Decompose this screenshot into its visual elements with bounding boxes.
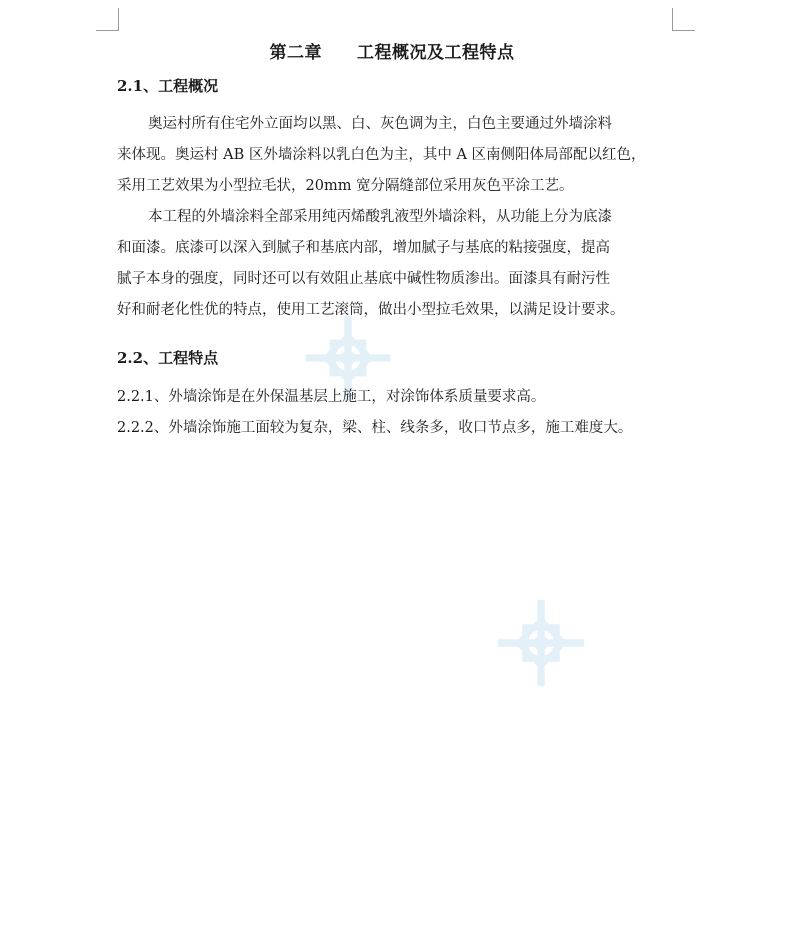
crop-mark-top-left [96,8,119,31]
feature-item: 2.2.2、外墙涂饰施工面较为复杂，梁、柱、线条多，收口节点多，施工难度大。 [117,420,633,436]
section-heading-features: 2.2、工程特点 [117,349,219,367]
paragraph-line: 和面漆。底漆可以深入到腻子和基底内部，增加腻子与基底的粘接强度，提高 [117,240,610,256]
crop-mark-top-right [672,8,695,31]
paragraph-line: 本工程的外墙涂料全部采用纯丙烯酸乳液型外墙涂料，从功能上分为底漆 [148,209,612,225]
chapter-title: 第二章 工程概况及工程特点 [269,43,515,63]
paragraph-line: 奥运村所有住宅外立面均以黑、白、灰色调为主，白色主要通过外墙涂料 [148,116,612,132]
paragraph-line: 来体现。奥运村 AB 区外墙涂料以乳白色为主，其中 A 区南侧阳体局部配以红色， [117,147,646,163]
overview-paragraph-1 [117,109,667,202]
overview-paragraph-2 [117,202,667,326]
paragraph-line: 腻子本身的强度，同时还可以有效阻止基底中碱性物质渗出。面漆具有耐污性 [117,271,610,287]
feature-item: 2.2.1、外墙涂饰是在外保温基层上施工，对涂饰体系质量要求高。 [117,389,546,405]
paragraph-line: 好和耐老化性优的特点，使用工艺滚筒，做出小型拉毛效果，以满足设计要求。 [117,302,625,318]
snowflake-emblem-icon [494,596,588,690]
paragraph-line: 采用工艺效果为小型拉毛状，20mm 宽分隔缝部位采用灰色平涂工艺。 [117,178,574,194]
section-heading-overview: 2.1、工程概况 [117,77,219,95]
